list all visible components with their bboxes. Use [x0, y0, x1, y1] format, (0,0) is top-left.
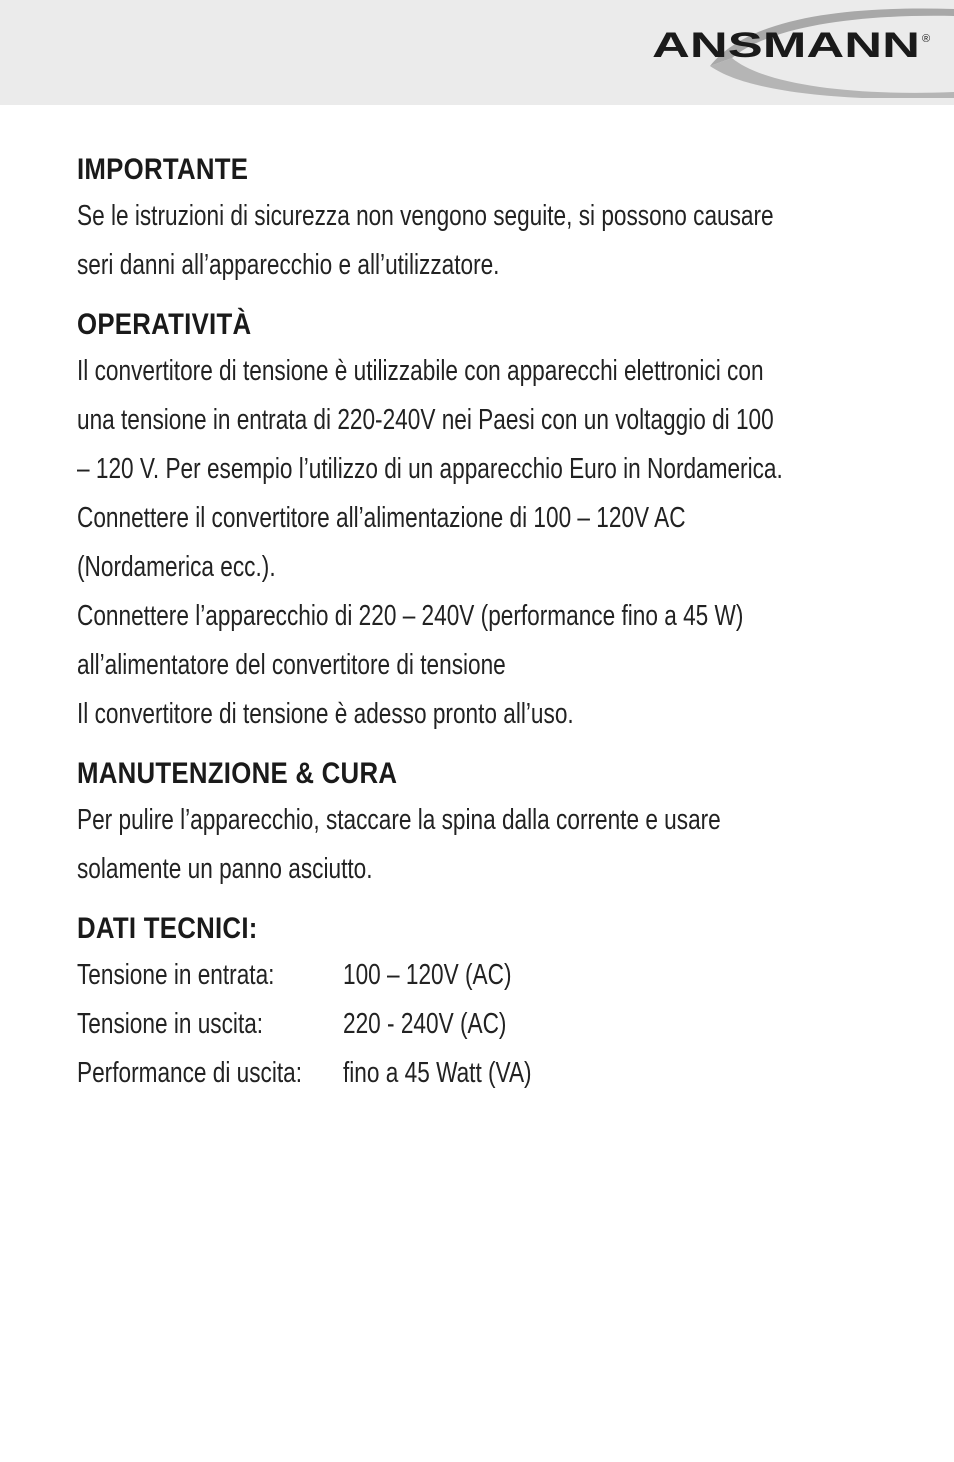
section-heading: DATI TECNICI: [77, 912, 258, 945]
section-specs [77, 907, 897, 1098]
paragraph-line: (Nordamerica ecc.). [77, 551, 276, 583]
paragraph-line: Connettere l’apparecchio di 220 – 240V (performance fino a 45 W) [77, 600, 744, 632]
spec-value: 220 - 240V (AC) [343, 1008, 507, 1040]
section-heading: IMPORTANTE [77, 153, 249, 186]
paragraph-line: all’alimentatore del convertitore di tensione [77, 649, 506, 681]
spec-value: 100 – 120V (AC) [343, 959, 512, 991]
spec-label: Tensione in uscita: [77, 1008, 264, 1040]
spec-row-input-voltage [77, 951, 897, 1000]
ansmann-logo [640, 6, 954, 98]
spec-value: fino a 45 Watt (VA) [343, 1057, 532, 1089]
section-heading: OPERATIVITÀ [77, 308, 252, 341]
paragraph-line: seri danni all’apparecchio e all’utilizzatore. [77, 249, 500, 281]
spec-label: Tensione in entrata: [77, 959, 275, 991]
paragraph-line: Connettere il convertitore all’alimentazione di 100 – 120V AC [77, 502, 686, 534]
paragraph-line: Se le istruzioni di sicurezza non vengono seguite, si possono causare [77, 200, 774, 232]
section-operation [77, 303, 897, 739]
spec-row-output-power [77, 1049, 897, 1098]
paragraph-line: Il convertitore di tensione è adesso pronto all’uso. [77, 698, 574, 730]
paragraph-line: solamente un panno asciutto. [77, 853, 373, 885]
logo-wordmark: ANSMANN [652, 26, 920, 65]
section-important [77, 148, 897, 290]
paragraph-line: una tensione in entrata di 220-240V nei Paesi con un voltaggio di 100 [77, 404, 774, 436]
spec-label: Performance di uscita: [77, 1057, 303, 1089]
registered-mark: ® [922, 33, 931, 45]
section-maintenance [77, 752, 897, 894]
document-body [77, 148, 897, 1111]
section-heading: MANUTENZIONE & CURA [77, 757, 398, 790]
paragraph-line: Per pulire l’apparecchio, staccare la spina dalla corrente e usare [77, 804, 721, 836]
spec-row-output-voltage [77, 1000, 897, 1049]
paragraph-line: Il convertitore di tensione è utilizzabile con apparecchi elettronici con [77, 355, 764, 387]
paragraph-line: – 120 V. Per esempio l’utilizzo di un apparecchio Euro in Nordamerica. [77, 453, 783, 485]
